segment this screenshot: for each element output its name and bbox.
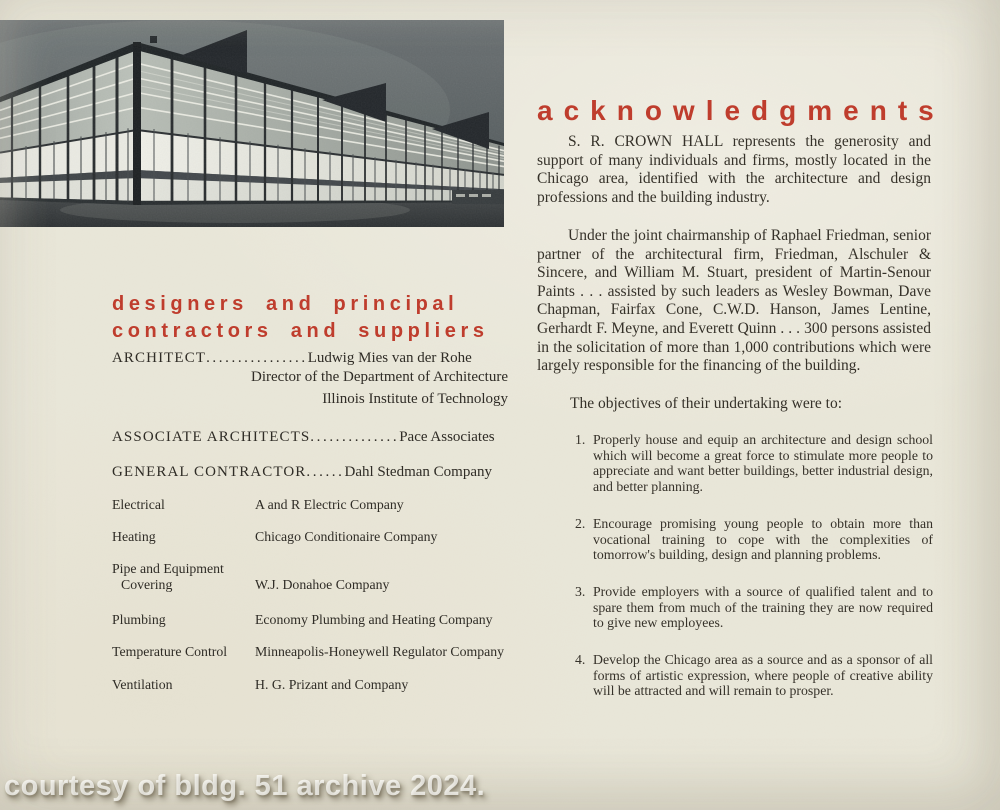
credit-value: Dahl Stedman Company <box>344 464 492 480</box>
objective-text: Encourage promising young people to obtain more than vocational training to cope with the complexities of tomorrow's building, design and planning problems. <box>593 515 933 563</box>
supplier-trade: Plumbing <box>112 612 166 627</box>
credit-value: Pace Associates <box>399 429 495 445</box>
objective-number: 1. <box>575 432 586 447</box>
credit-subline: Illinois Institute of Technology <box>322 390 508 407</box>
objective-text: Provide employers with a source of qualified talent and to spare them from much of the training they are now required to give new employees. <box>593 583 933 631</box>
credit-label: ARCHITECT <box>112 350 207 366</box>
archive-watermark: courtesy of bldg. 51 archive 2024. <box>4 770 486 802</box>
ack-paragraph-2: Under the joint chairmanship of Raphael Friedman, senior partner of the architectural firm, Friedman, Alschuler & Sincere, and William M. Stuart, president of Martin-Senour Paints . . . assisted by such leaders as Wesley Bowman, Dave Chapman, Fairfax Cone, C.W.D. Hanson, James Lentine, Gerhardt F. Meyne, and Everett Quinn . . . 300 persons assisted in the solicitation of more than 1,000 contributions which were largely responsible for the financing of the building. <box>537 227 931 375</box>
supplier-company: Minneapolis-Honeywell Regulator Company <box>255 644 505 659</box>
left-heading-line1: designers and principal <box>112 292 459 315</box>
objective-item <box>575 584 933 631</box>
supplier-trade: Temperature Control <box>112 644 228 659</box>
credit-row <box>112 429 510 446</box>
building-photo-illustration <box>0 20 504 227</box>
supplier-row <box>112 644 522 660</box>
credit-associate-architects <box>112 429 510 446</box>
objective-text: Properly house and equip an architecture and design school which will become a great force to stimulate more people to appreciate and want better buildings, better industrial design, and better planning. <box>593 432 933 495</box>
credit-value: Ludwig Mies van der Rohe <box>307 350 472 366</box>
dot-leaders: .............. <box>310 429 400 445</box>
objective-number: 2. <box>575 515 586 531</box>
supplier-trade: Heating <box>112 529 156 544</box>
objective-item <box>575 432 933 495</box>
supplier-row <box>112 677 522 693</box>
supplier-trade: Electrical <box>112 497 165 512</box>
supplier-company: H. G. Prizant and Company <box>255 677 409 692</box>
supplier-company: W.J. Donahoe Company <box>255 577 390 592</box>
credit-row <box>112 350 510 367</box>
objective-number: 4. <box>575 652 586 668</box>
credit-general-contractor <box>112 464 510 481</box>
supplier-company: Chicago Conditionaire Company <box>255 529 438 544</box>
credit-row <box>112 464 510 481</box>
credit-subline: Director of the Department of Architecture <box>251 369 508 385</box>
left-heading-line2: contractors and suppliers <box>112 319 489 342</box>
objective-number: 3. <box>575 583 586 599</box>
objectives-intro: The objectives of their undertaking were to: <box>570 395 843 412</box>
dot-leaders: ...... <box>306 464 345 480</box>
supplier-row <box>112 497 522 513</box>
supplier-trade: Pipe and Equipment Covering <box>112 561 224 592</box>
ack-heading: acknowledgments <box>537 94 945 126</box>
left-heading <box>112 291 489 345</box>
supplier-company: Economy Plumbing and Heating Company <box>255 612 493 627</box>
credit-architect <box>112 350 510 410</box>
supplier-trade: Ventilation <box>112 677 173 692</box>
supplier-row <box>112 561 522 593</box>
supplier-row <box>112 529 522 545</box>
credit-label: ASSOCIATE ARCHITECTS <box>112 429 311 445</box>
ack-paragraph-1: S. R. CROWN HALL represents the generosity and support of many individuals and firms, mostly located in the Chicago area, identified with the architecture and design professions and the building industry. <box>537 133 931 206</box>
dot-leaders: ................ <box>206 350 308 366</box>
credit-label: GENERAL CONTRACTOR <box>112 464 307 480</box>
building-photo <box>0 20 504 227</box>
objective-item <box>575 516 933 563</box>
objective-text: Develop the Chicago area as a source and as a sponsor of all forms of artistic expression, where people of creative ability will be attracted and will remain to prosper. <box>593 652 933 699</box>
objective-item <box>575 652 933 699</box>
objectives-list <box>575 432 933 720</box>
supplier-company: A and R Electric Company <box>255 497 404 512</box>
supplier-row <box>112 612 522 628</box>
